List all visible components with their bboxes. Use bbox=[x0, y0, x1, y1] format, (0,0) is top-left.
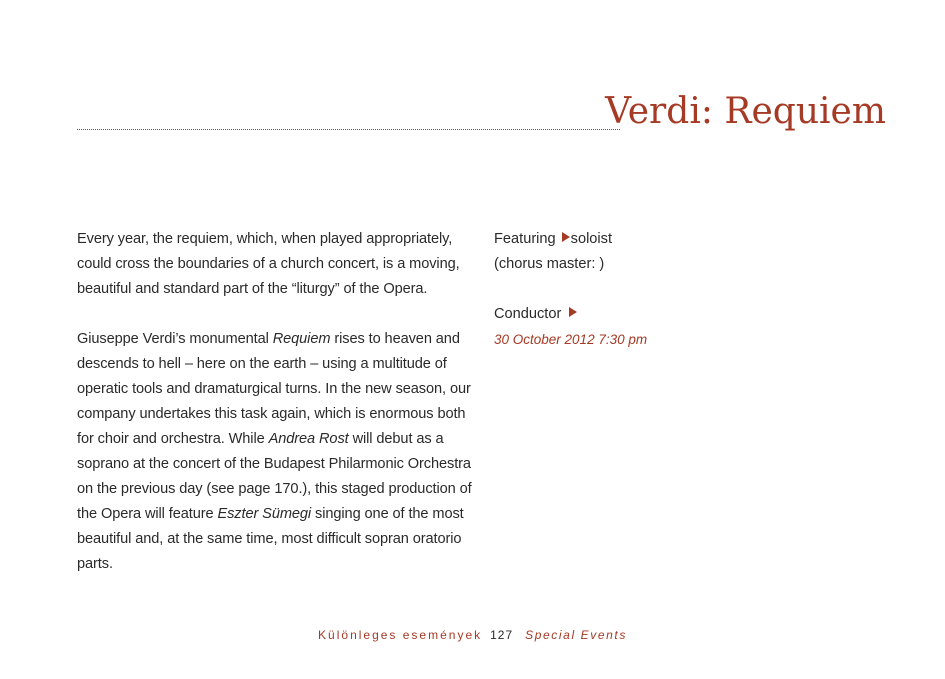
conductor-line bbox=[494, 302, 794, 327]
main-paragraph-text-b: rises to heaven and descends to hell – here on the earth – using a multitude of operatic tools and dramaturgical turns. In the new season, our company undertakes this task again, which is enormous both for choir and orchestra. While bbox=[77, 331, 471, 447]
page-number: 127 bbox=[490, 628, 514, 642]
credits-panel bbox=[494, 227, 794, 352]
triangle-right-icon bbox=[562, 232, 570, 242]
page-title: Verdi: Requiem bbox=[605, 91, 886, 132]
featuring-label: Featuring bbox=[494, 231, 556, 247]
footer-section-hungarian: Különleges események bbox=[318, 628, 483, 642]
chorus-master-line: (chorus master: ) bbox=[494, 256, 605, 272]
performer-name-sumegi: Eszter Sümegi bbox=[217, 506, 312, 522]
title-dotted-rule bbox=[77, 129, 620, 130]
article-body bbox=[77, 227, 477, 577]
main-paragraph-text-a: Giuseppe Verdi’s monumental bbox=[77, 331, 273, 347]
performer-name-rost: Andrea Rost bbox=[268, 431, 349, 447]
footer-section-english: Special Events bbox=[525, 628, 627, 642]
main-paragraph-text-d: singing one of the most beautiful and, at the same time, most difficult sopran oratorio parts. bbox=[77, 506, 464, 572]
intro-paragraph: Every year, the requiem, which, when played appropriately, could cross the boundaries of a church concert, is a moving, beautiful and standard part of the “liturgy” of the Opera. bbox=[77, 231, 460, 297]
conductor-label: Conductor bbox=[494, 306, 562, 322]
triangle-right-icon bbox=[569, 307, 577, 317]
main-paragraph bbox=[77, 327, 477, 577]
credits-spacer bbox=[494, 277, 794, 302]
work-title: Requiem bbox=[272, 331, 331, 347]
main-paragraph-text-c: will debut as a soprano at the concert of the Budapest Philarmonic Orchestra on the previous day (see page 170.), this staged production of the Opera will feature bbox=[77, 431, 472, 522]
featuring-value: soloist bbox=[570, 231, 613, 247]
featuring-line bbox=[494, 227, 794, 252]
page-footer bbox=[0, 625, 945, 645]
performance-date: 30 October 2012 7:30 pm bbox=[494, 332, 648, 347]
